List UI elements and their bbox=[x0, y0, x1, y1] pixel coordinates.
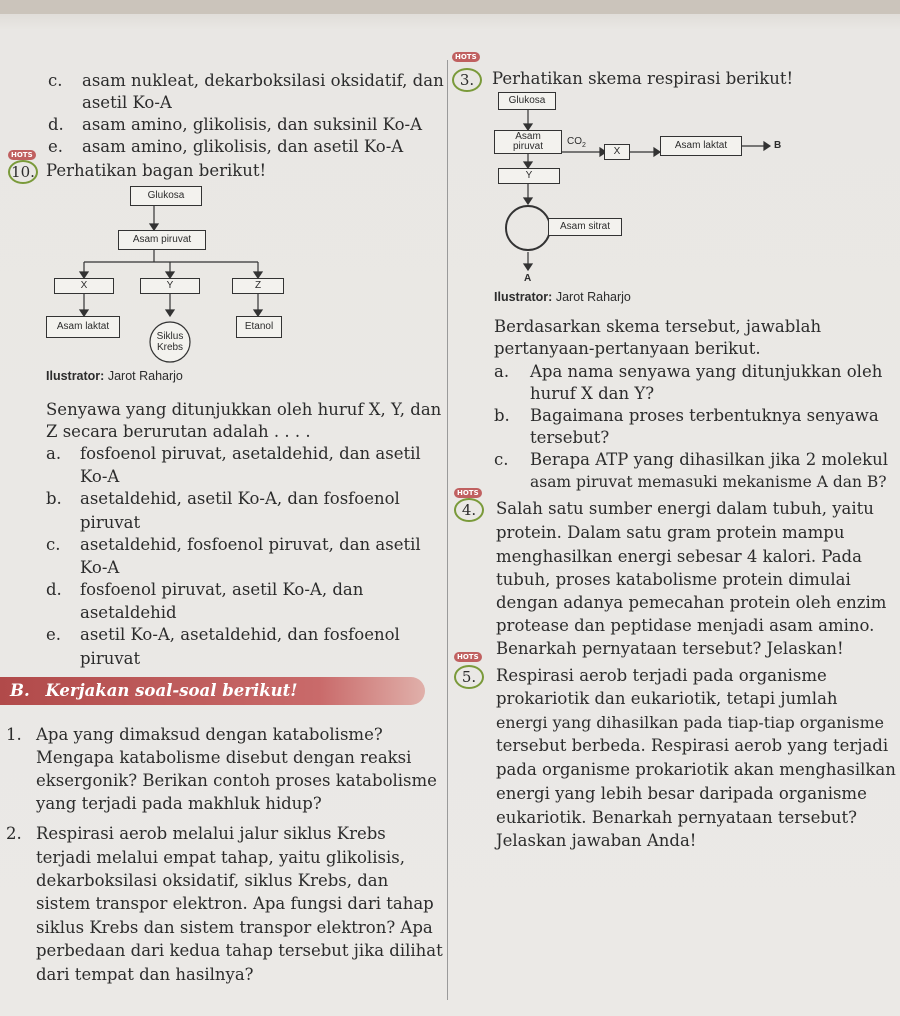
q3-box-asam-piruvat bbox=[494, 130, 562, 154]
q10-option-b-line2: piruvat bbox=[80, 513, 141, 532]
q9-option-c-line2: asetil Ko-A bbox=[82, 93, 172, 112]
q5-line1: Respirasi aerob terjadi pada organisme bbox=[496, 666, 827, 685]
q3-intro-line2: pertanyaan-pertanyaan berikut. bbox=[494, 339, 761, 358]
q10-label-siklus: Siklus bbox=[156, 331, 184, 342]
q5-line7: eukariotik. Benarkah pernyataan tersebut? bbox=[496, 808, 858, 827]
q10-question-line2: Z secara berurutan adalah . . . . bbox=[46, 422, 311, 441]
q3-label-b: B bbox=[774, 140, 782, 151]
q9-option-d-letter: d. bbox=[48, 115, 64, 134]
q3-box-y: Y bbox=[498, 168, 560, 184]
q10-credit-name: Jarot Raharjo bbox=[107, 369, 183, 383]
q3-box-glukosa: Glukosa bbox=[498, 92, 556, 110]
q10-question-line1: Senyawa yang ditunjukkan oleh huruf X, Y, dan bbox=[46, 400, 442, 419]
q9-option-d-line1: asam amino, glikolisis, dan suksinil Ko-A bbox=[82, 115, 422, 134]
q9-option-c-letter: c. bbox=[48, 71, 63, 90]
q3-box-asam-laktat: Asam laktat bbox=[660, 136, 742, 156]
essay-1-line3: eksergonik? Berikan contoh proses katabolisme bbox=[36, 771, 437, 790]
q10-box-asam-laktat: Asam laktat bbox=[46, 316, 120, 338]
q10-prompt: Perhatikan bagan berikut! bbox=[46, 161, 267, 180]
q3-box-x: X bbox=[604, 144, 630, 160]
essay-1-line1: Apa yang dimaksud dengan katabolisme? bbox=[36, 725, 383, 744]
q10-option-d-line1: fosfoenol piruvat, asetil Ko-A, dan bbox=[80, 580, 364, 599]
q3-sub-b-letter: b. bbox=[494, 406, 510, 425]
q10-box-z: Z bbox=[232, 278, 284, 294]
q4-line6: protease dan peptidase menjadi asam amino. bbox=[496, 616, 875, 635]
q4-line7: Benarkah pernyataan tersebut? Jelaskan! bbox=[496, 639, 844, 658]
hots-badge-q4: HOTS bbox=[454, 488, 482, 498]
q10-box-x: X bbox=[54, 278, 114, 294]
q10-label-krebs: Krebs bbox=[156, 342, 184, 353]
q10-option-e-letter: e. bbox=[46, 625, 62, 644]
q10-credit-label: Ilustrator: bbox=[46, 369, 105, 383]
q3-label-piruvat: piruvat bbox=[512, 141, 543, 152]
q3-sub-b-line1: Bagaimana proses terbentuknya senyawa bbox=[530, 406, 879, 425]
essay-2-number: 2. bbox=[6, 824, 22, 843]
q5-line3: energi yang dihasilkan pada tiap-tiap organisme bbox=[496, 713, 884, 732]
q4-line1: Salah satu sumber energi dalam tubuh, yaitu bbox=[496, 499, 874, 518]
q3-intro-line1: Berdasarkan skema tersebut, jawablah bbox=[494, 317, 822, 336]
essay-1-line2: Mengapa katabolisme disebut dengan reaksi bbox=[36, 748, 412, 767]
essay-1-number: 1. bbox=[6, 725, 22, 744]
essay-2-line4: sistem transpor elektron. Apa fungsi dari tahap bbox=[36, 894, 434, 913]
q5-line2: prokariotik dan eukariotik, tetapi jumlah bbox=[496, 689, 838, 708]
q10-option-e-line1: asetil Ko-A, asetaldehid, dan fosfoenol bbox=[80, 625, 400, 644]
essay-2-line3: dekarboksilasi oksidatif, siklus Krebs, dan bbox=[36, 871, 389, 890]
q3-sub-c-line1: Berapa ATP yang dihasilkan jika 2 molekul bbox=[530, 450, 888, 469]
essay-2-line7: dari tempat dan hasilnya? bbox=[36, 965, 254, 984]
q5-line8: Jelaskan jawaban Anda! bbox=[496, 831, 697, 850]
q4-number: 4. bbox=[454, 498, 484, 522]
q9-option-c-line1: asam nukleat, dekarboksilasi oksidatif, dan bbox=[82, 71, 444, 90]
q3-sub-a-line2: huruf X dan Y? bbox=[530, 384, 655, 403]
q10-box-etanol: Etanol bbox=[236, 316, 282, 338]
q3-label-a: A bbox=[524, 273, 532, 284]
q3-sub-b-line2: tersebut? bbox=[530, 428, 610, 447]
q10-box-glukosa: Glukosa bbox=[130, 186, 202, 206]
essay-2-line6: perbedaan dari kedua tahap tersebut jika dilihat bbox=[36, 941, 443, 960]
q10-option-d-letter: d. bbox=[46, 580, 62, 599]
q10-box-asam-piruvat: Asam piruvat bbox=[118, 230, 206, 250]
q3-sub-c-letter: c. bbox=[494, 450, 509, 469]
q4-line2: protein. Dalam satu gram protein mampu bbox=[496, 523, 845, 542]
essay-2-line1: Respirasi aerob melalui jalur siklus Krebs bbox=[36, 824, 386, 843]
essay-2-line2: terjadi melalui empat tahap, yaitu glikolisis, bbox=[36, 848, 405, 867]
q5-line5: pada organisme prokariotik akan menghasilkan bbox=[496, 760, 896, 779]
q9-option-e-line1: asam amino, glikolisis, dan asetil Ko-A bbox=[82, 137, 404, 156]
q4-line4: tubuh, proses katabolisme protein dimulai bbox=[496, 570, 851, 589]
q5-number: 5. bbox=[454, 665, 484, 689]
hots-badge-q5: HOTS bbox=[454, 652, 482, 662]
section-b-title: Kerjakan soal-soal berikut! bbox=[45, 681, 298, 700]
q3-cycle-circle bbox=[506, 206, 550, 250]
q4-line5: dengan adanya pemecahan protein oleh enzim bbox=[496, 593, 887, 612]
q10-option-c-line1: asetaldehid, fosfoenol piruvat, dan asetil bbox=[80, 535, 421, 554]
q4-line3: menghasilkan energi sebesar 4 kalori. Pada bbox=[496, 547, 862, 566]
q3-credit-label: Ilustrator: bbox=[494, 290, 553, 304]
q3-sub-a-letter: a. bbox=[494, 362, 510, 381]
essay-2-line5: siklus Krebs dan sistem transpor elektron? Apa bbox=[36, 918, 433, 937]
q3-label-asam: Asam bbox=[515, 131, 541, 142]
q10-option-a-letter: a. bbox=[46, 444, 62, 463]
q10-option-b-letter: b. bbox=[46, 489, 62, 508]
q5-line6: energi yang lebih besar daripada organisme bbox=[496, 784, 867, 803]
q3-credit bbox=[494, 290, 631, 304]
q10-option-a-line2: Ko-A bbox=[80, 467, 120, 486]
q5-line4: tersebut berbeda. Respirasi aerob yang terjadi bbox=[496, 736, 889, 755]
hots-badge-q3: HOTS bbox=[452, 52, 480, 62]
q3-number: 3. bbox=[452, 68, 482, 92]
q3-box-asam-sitrat: Asam sitrat bbox=[548, 218, 622, 236]
q3-credit-name: Jarot Raharjo bbox=[555, 290, 631, 304]
q9-option-e-letter: e. bbox=[48, 137, 64, 156]
q10-option-e-line2: piruvat bbox=[80, 649, 141, 668]
section-b-label: B. bbox=[10, 681, 30, 700]
q10-option-c-line2: Ko-A bbox=[80, 558, 120, 577]
q10-option-c-letter: c. bbox=[46, 535, 61, 554]
q3-sub-a-line1: Apa nama senyawa yang ditunjukkan oleh bbox=[530, 362, 883, 381]
hots-badge-q10: HOTS bbox=[8, 150, 36, 160]
essay-1-line4: yang terjadi pada makhluk hidup? bbox=[36, 794, 322, 813]
q10-box-y: Y bbox=[140, 278, 200, 294]
q3-prompt: Perhatikan skema respirasi berikut! bbox=[492, 69, 794, 88]
q10-option-b-line1: asetaldehid, asetil Ko-A, dan fosfoenol bbox=[80, 489, 400, 508]
q10-option-d-line2: asetaldehid bbox=[80, 603, 177, 622]
q10-number: 10. bbox=[8, 160, 38, 184]
q3-label-co2: $CO_2$ bbox=[567, 136, 586, 149]
q10-option-a-line1: fosfoenol piruvat, asetaldehid, dan asetil bbox=[80, 444, 421, 463]
q3-sub-c-line2: asam piruvat memasuki mekanisme A dan B? bbox=[530, 473, 887, 491]
